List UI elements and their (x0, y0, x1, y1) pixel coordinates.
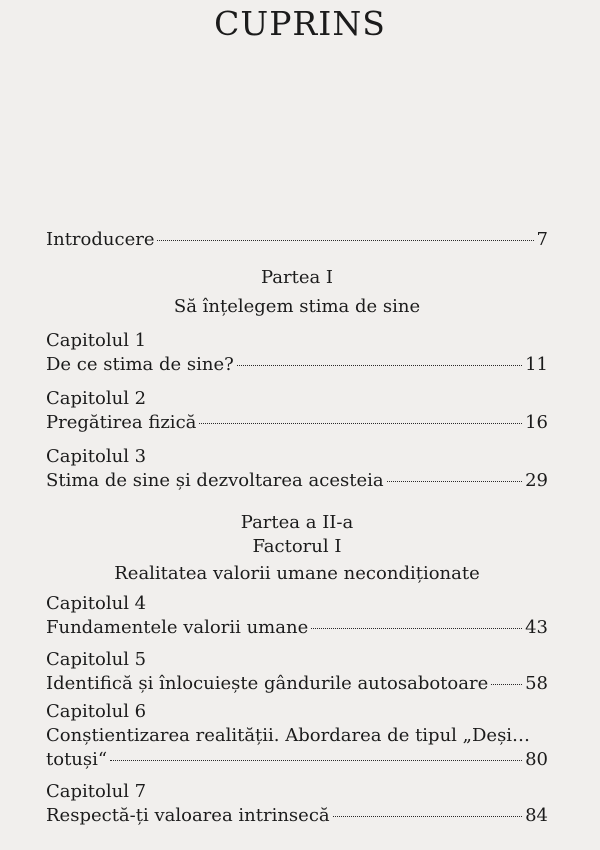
page-number: 11 (525, 354, 548, 375)
page-number: 43 (525, 617, 548, 638)
chapter-label: Capitolul 3 (46, 446, 147, 467)
page-number: 84 (525, 805, 548, 826)
chapter-label: Capitolul 1 (46, 330, 147, 351)
toc-entry (46, 804, 548, 828)
page-number: 29 (525, 470, 548, 491)
chapter-label: Capitolul 6 (46, 701, 147, 722)
toc-entry (46, 469, 548, 493)
toc-entry-title: Stima de sine și dezvoltarea acesteia (46, 470, 384, 491)
toc-entry-title: Identifică și înlocuiește gândurile autosabotoare (46, 673, 489, 694)
page-number: 7 (536, 229, 548, 250)
toc-entry (46, 411, 548, 435)
toc-entry (46, 353, 548, 377)
toc-entry (46, 616, 548, 640)
chapter-label: Capitolul 2 (46, 388, 147, 409)
toc-entry-title: Pregătirea fizică (46, 412, 197, 433)
dot-leader (311, 628, 522, 629)
factor-heading: Factorul I (252, 536, 342, 557)
toc-entry-intro (46, 228, 548, 252)
table-of-contents (46, 228, 548, 828)
toc-entry-title-line1: Conștientizarea realității. Abordarea de tipul „Deși… (46, 725, 531, 746)
part-subtitle: Realitatea valorii umane necondiționate (114, 563, 480, 584)
page-number: 58 (525, 673, 548, 694)
dot-leader (157, 240, 533, 241)
page-number: 80 (525, 749, 548, 770)
toc-entry-title: De ce stima de sine? (46, 354, 234, 375)
dot-leader (110, 760, 522, 761)
chapter-label: Capitolul 7 (46, 781, 147, 802)
part-subtitle: Să înțelegem stima de sine (173, 296, 421, 317)
part-heading: Partea I (260, 267, 334, 288)
toc-entry-title: Respectă-ți valoarea intrinsecă (46, 805, 330, 826)
part-heading: Partea a II-a (240, 512, 354, 533)
chapter-label: Capitolul 5 (46, 649, 147, 670)
toc-entry-title-line2: totuși“ (46, 749, 108, 770)
dot-leader (333, 816, 522, 817)
dot-leader (237, 365, 522, 366)
toc-entry (46, 672, 548, 696)
toc-entry (46, 748, 548, 772)
dot-leader (491, 684, 522, 685)
toc-entry-title: Fundamentele valorii umane (46, 617, 309, 638)
toc-entry-title: Introducere (46, 229, 155, 250)
dot-leader (199, 423, 522, 424)
dot-leader (387, 481, 523, 482)
page-title: CUPRINS (214, 4, 386, 43)
page-number: 16 (525, 412, 548, 433)
chapter-label: Capitolul 4 (46, 593, 147, 614)
